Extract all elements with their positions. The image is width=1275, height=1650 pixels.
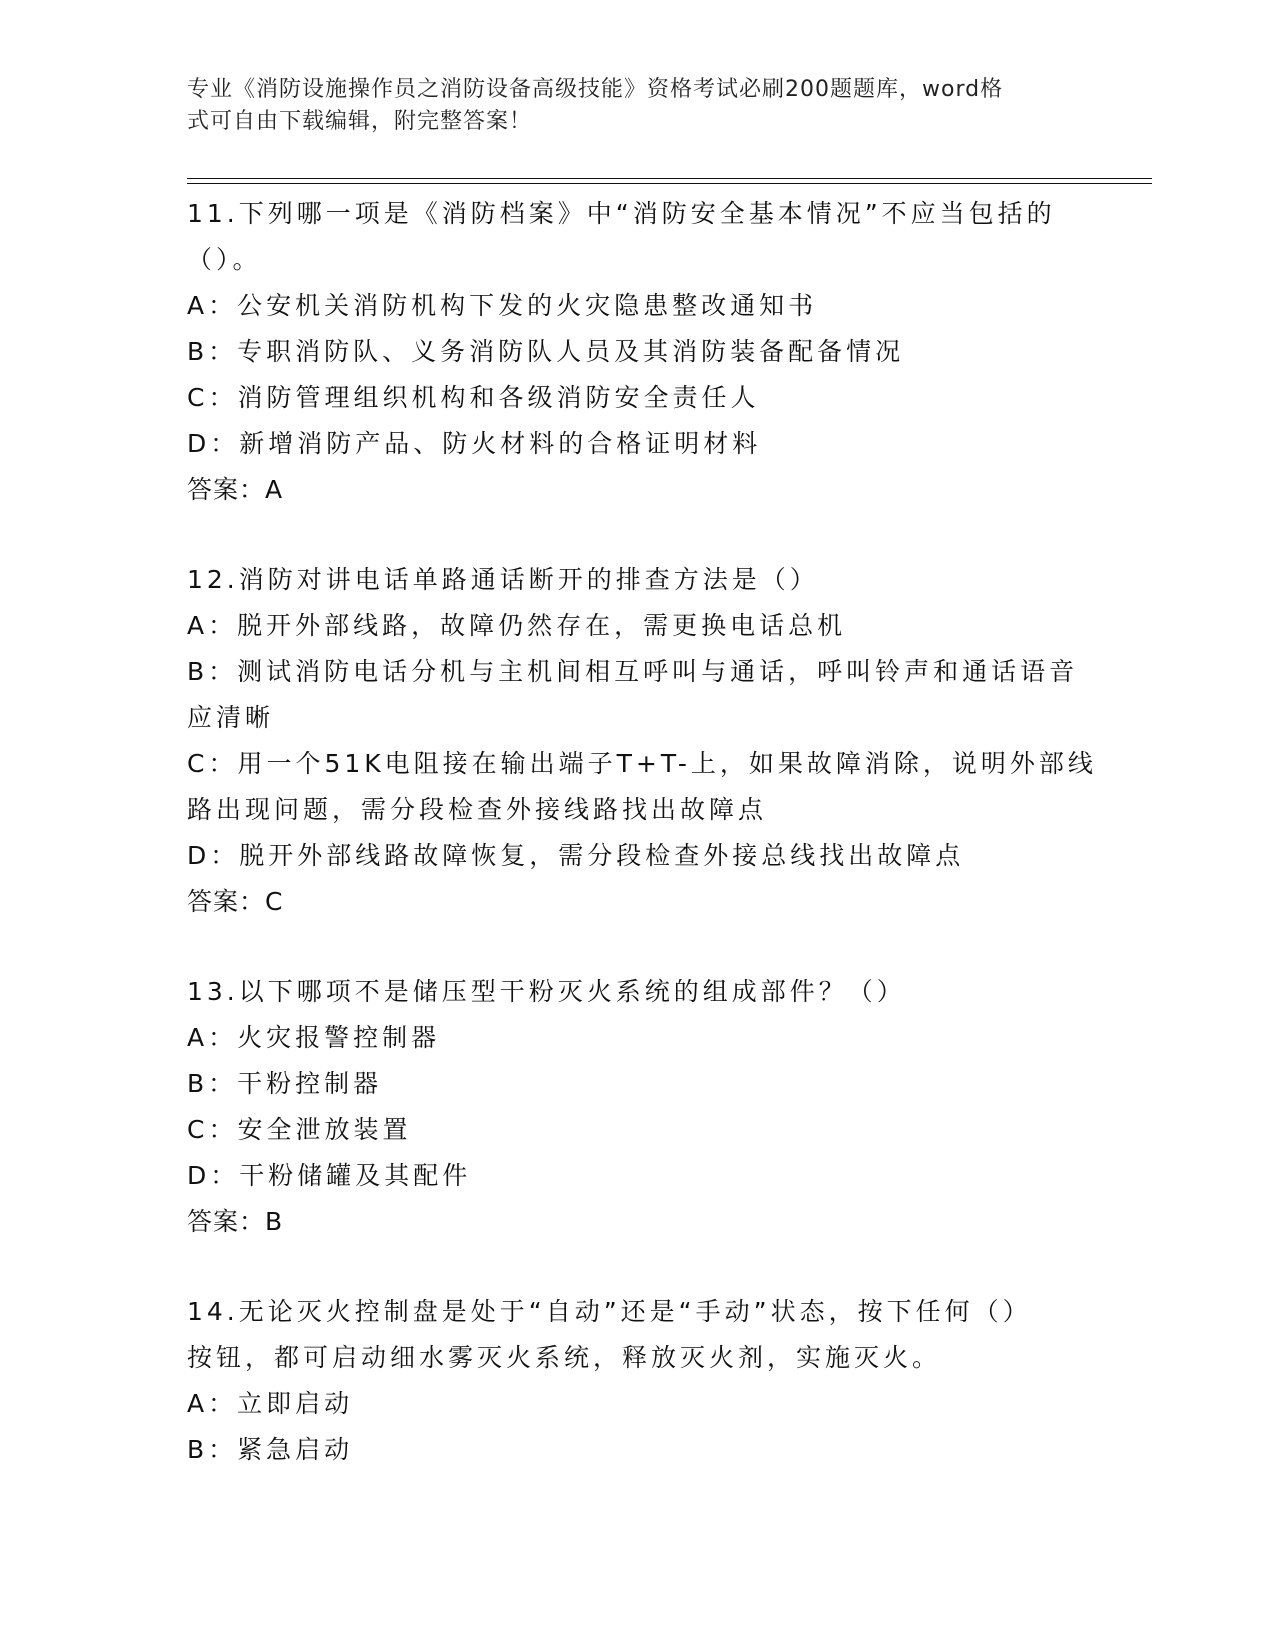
option-a: A：立即启动 [187, 1389, 354, 1418]
question-list [187, 191, 1097, 1517]
option-a: A：脱开外部线路，故障仍然存在，需更换电话总机 [187, 611, 847, 640]
header-line-2: 式可自由下载编辑，附完整答案！ [187, 109, 533, 134]
option-c: C：用一个51K电阻接在输出端子T+T-上，如果故障消除，说明外部线 [187, 749, 1097, 778]
header-divider-bottom [187, 183, 1152, 184]
header-line-1: 专业《消防设施操作员之消防设备高级技能》资格考试必刷200题题库，word格 [187, 77, 1004, 102]
option-c: C：安全泄放装置 [187, 1115, 412, 1144]
option-b: B：干粉控制器 [187, 1069, 383, 1098]
option-b: B：测试消防电话分机与主机间相互呼叫与通话，呼叫铃声和通话语音 [187, 657, 1079, 686]
option-a: A：公安机关消防机构下发的火灾隐患整改通知书 [187, 291, 818, 320]
answer-line: 答案：A [187, 475, 284, 504]
option-c-continued: 路出现问题，需分段检查外接线路找出故障点 [187, 795, 768, 824]
option-b: B：紧急启动 [187, 1435, 354, 1464]
header-divider-top [187, 178, 1152, 179]
question-14 [187, 1289, 1087, 1473]
question-stem-line: 11.下列哪一项是《消防档案》中“消防安全基本情况”不应当包括的 [187, 199, 1056, 228]
question-stem-line: 按钮，都可启动细水雾灭火系统，释放灭火剂，实施灭火。 [187, 1343, 942, 1372]
answer-line: 答案：C [187, 887, 284, 916]
question-stem-line: 14.无论灭火控制盘是处于“自动”还是“手动”状态，按下任何（） [187, 1297, 1032, 1326]
question-stem-line: 13.以下哪项不是储压型干粉灭火系统的组成部件？（） [187, 977, 906, 1006]
option-b: B：专职消防队、义务消防队人员及其消防装备配备情况 [187, 337, 905, 366]
question-11 [187, 191, 1087, 513]
option-d: D：脱开外部线路故障恢复，需分段检查外接总线找出故障点 [187, 841, 965, 870]
option-d: D：新增消防产品、防火材料的合格证明材料 [187, 429, 762, 458]
question-12 [187, 557, 1097, 925]
question-13 [187, 969, 1087, 1245]
option-d: D：干粉储罐及其配件 [187, 1161, 472, 1190]
answer-line: 答案：B [187, 1207, 284, 1236]
document-header [187, 74, 1067, 138]
question-stem-line: 12.消防对讲电话单路通话断开的排查方法是（） [187, 565, 819, 594]
option-c: C：消防管理组织机构和各级消防安全责任人 [187, 383, 760, 412]
option-a: A：火灾报警控制器 [187, 1023, 441, 1052]
question-stem-line: （）。 [187, 245, 262, 274]
option-b-continued: 应清晰 [187, 703, 275, 732]
